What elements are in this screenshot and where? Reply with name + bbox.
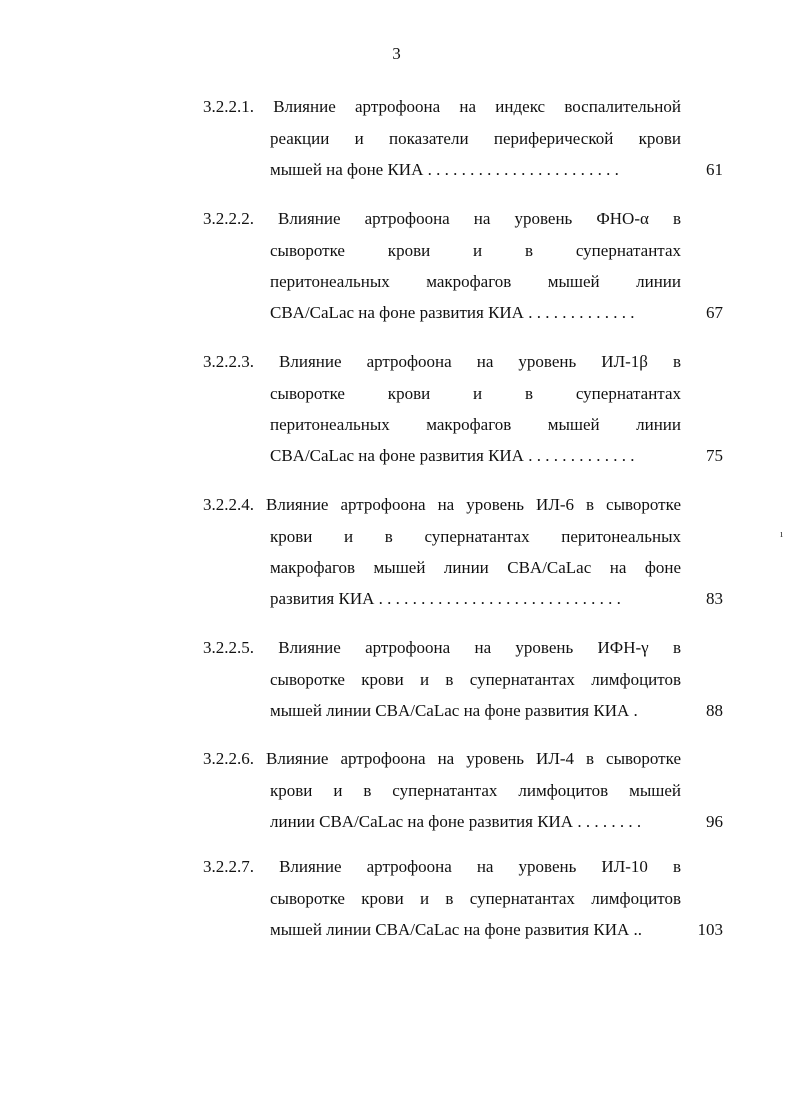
toc-entry-line: 3.2.2.3. Влияние артрофоона на уровень ИЛ-1β в: [203, 352, 681, 371]
toc-entry-line: развития КИА . . . . . . . . . . . . . . . . . . . . . . . . . . . . .: [270, 589, 621, 608]
toc-page-number: 61: [706, 160, 723, 179]
toc-entry-line: мышей линии CBA/CaLac на фоне развития КИА .: [270, 701, 638, 720]
toc-entry-line: линии CBA/CaLac на фоне развития КИА . . . . . . . .: [270, 812, 642, 831]
toc-entry-line: 3.2.2.7. Влияние артрофоона на уровень ИЛ-10 в: [203, 857, 681, 876]
toc-entry-line: CBA/CaLac на фоне развития КИА . . . . . . . . . . . . .: [270, 303, 635, 322]
toc-page-number: 83: [706, 589, 723, 608]
toc-entry-line: макрофагов мышей линии CBA/CaLac на фоне: [270, 558, 681, 577]
toc-entry-line: мышей на фоне КИА . . . . . . . . . . . . . . . . . . . . . . .: [270, 160, 619, 179]
toc-entry-line: CBA/CaLac на фоне развития КИА . . . . . . . . . . . . .: [270, 446, 635, 465]
toc-entry-line: 3.2.2.1. Влияние артрофоона на индекс воспалительной: [203, 97, 681, 116]
toc-entry-line: реакции и показатели периферической крови: [270, 129, 681, 148]
toc-entry-line: 3.2.2.2. Влияние артрофоона на уровень ФНО-α в: [203, 209, 681, 228]
toc-entry-line: крови и в супернатантах лимфоцитов мышей: [270, 781, 681, 800]
toc-entry-line: сыворотке крови и в супернатантах: [270, 384, 681, 403]
toc-entry-line: крови и в супернатантах перитонеальных: [270, 527, 681, 546]
toc-page-number: 88: [706, 701, 723, 720]
toc-page-number: 103: [697, 920, 723, 939]
toc-entry-line: 3.2.2.6. Влияние артрофоона на уровень ИЛ-4 в сыворотке: [203, 749, 681, 768]
page-number: 3: [392, 44, 401, 63]
toc-entry-line: сыворотке крови и в супернатантах лимфоцитов: [270, 670, 681, 689]
toc-entry-line: сыворотке крови и в супернатантах лимфоцитов: [270, 889, 681, 908]
toc-entry-line: перитонеальных макрофагов мышей линии: [270, 272, 681, 291]
toc-entry-line: 3.2.2.4. Влияние артрофоона на уровень ИЛ-6 в сыворотке: [203, 495, 681, 514]
margin-mark: ı: [780, 528, 784, 540]
toc-entry-line: мышей линии CBA/CaLac на фоне развития КИА ..: [270, 920, 642, 939]
toc-page-number: 96: [706, 812, 723, 831]
toc-entry-line: сыворотке крови и в супернатантах: [270, 241, 681, 260]
toc-page-number: 67: [706, 303, 723, 322]
toc-page-number: 75: [706, 446, 723, 465]
toc-entry-line: 3.2.2.5. Влияние артрофоона на уровень ИФН-γ в: [203, 638, 681, 657]
toc-entry-line: перитонеальных макрофагов мышей линии: [270, 415, 681, 434]
